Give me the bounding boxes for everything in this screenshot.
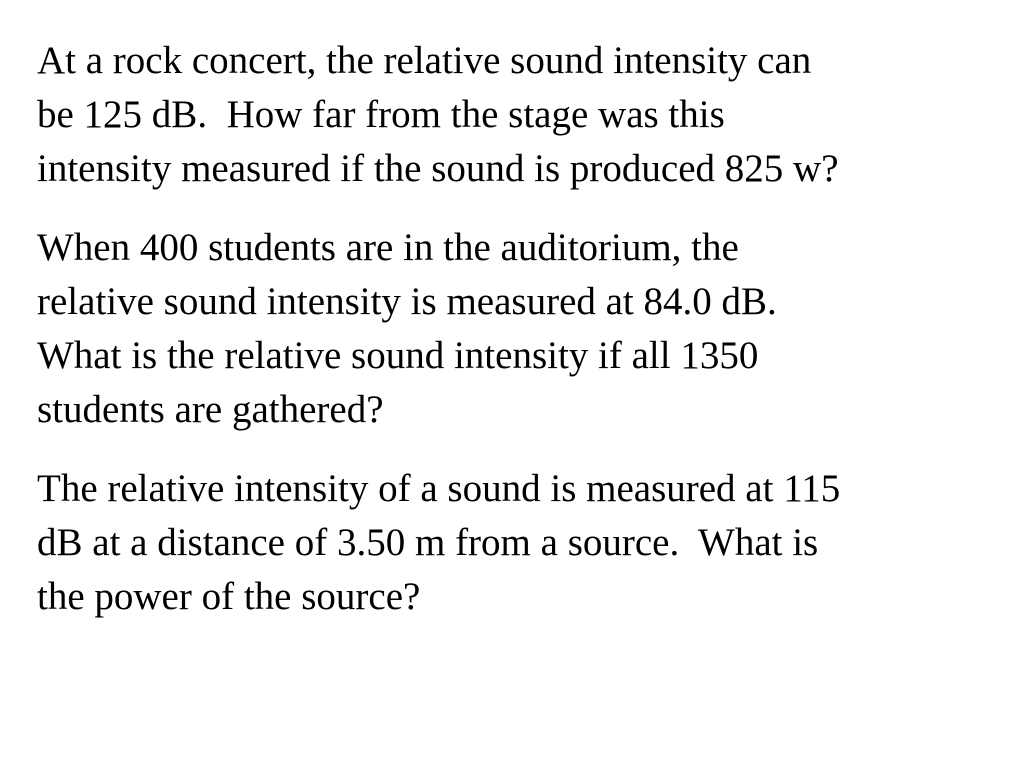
problem-line: When 400 students are in the auditorium, the	[37, 226, 739, 269]
problem-line: At a rock concert, the relative sound intensity can	[37, 39, 812, 82]
problem-line: the power of the source?	[37, 575, 421, 618]
problem-line: relative sound intensity is measured at 84.0 dB.	[37, 280, 777, 323]
problem-line: students are gathered?	[37, 388, 384, 431]
problem-line: The relative intensity of a sound is measured at 115	[37, 467, 841, 510]
problem-line: dB at a distance of 3.50 m from a source. What is	[37, 521, 819, 564]
problem-line: intensity measured if the sound is produced 825 w?	[37, 147, 839, 190]
problem-auditorium	[37, 221, 997, 437]
problem-rock-concert	[37, 34, 997, 196]
problem-line: be 125 dB. How far from the stage was this	[37, 93, 725, 136]
problem-line: What is the relative sound intensity if all 1350	[37, 334, 759, 377]
problem-source-power	[37, 462, 997, 624]
